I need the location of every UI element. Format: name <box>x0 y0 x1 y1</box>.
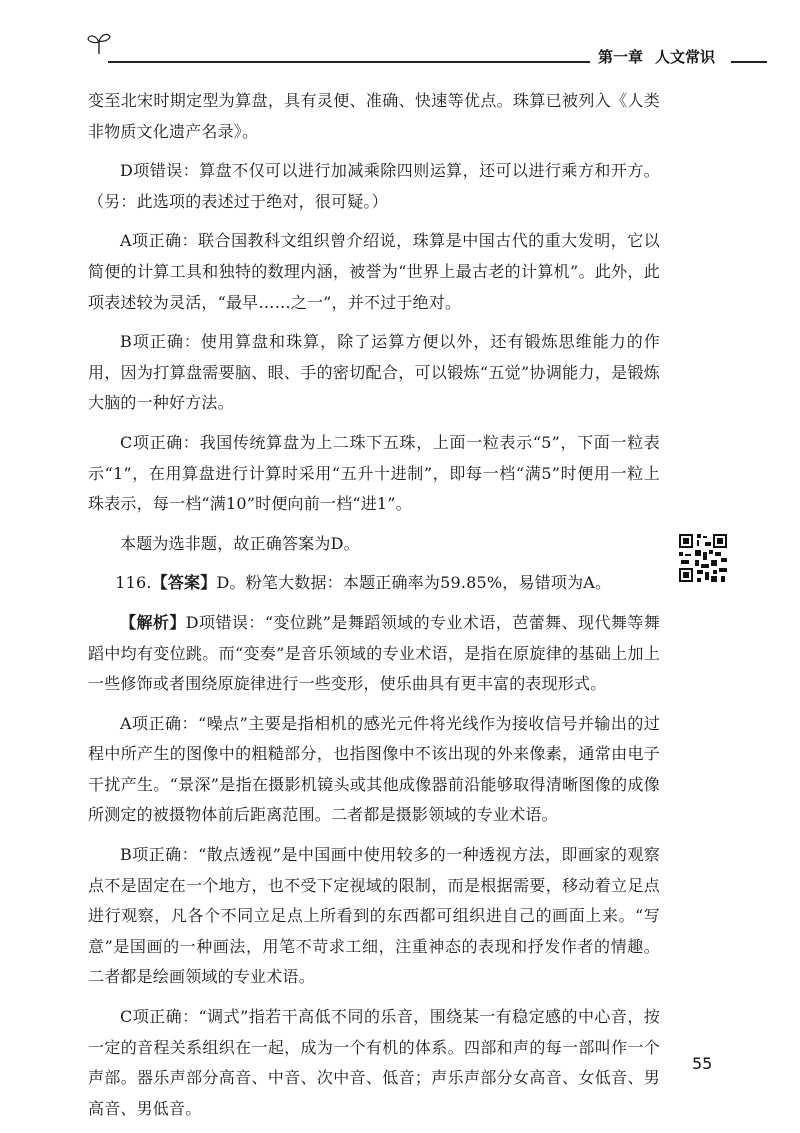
answer-label: 【答案】 <box>151 573 217 593</box>
answer-text: D。粉笔大数据：本题正确率为59.85%，易错项为A。 <box>216 573 612 593</box>
page-body <box>88 86 660 1133</box>
header-title <box>598 46 715 67</box>
header-rule <box>108 61 590 63</box>
paragraph: C项正确：“调式”指若干高低不同的乐音，围绕某一有稳定感的中心音，按一定的音程关系组织在一起，成为一个有机的体系。四部和声的每一部叫作一个声部。器乐声部分高音、中音、次中音、低音；声乐声部分女高音、女低音、男高音、男低音。 <box>88 1007 660 1118</box>
page-header <box>0 0 800 80</box>
page-number: 55 <box>692 1054 713 1073</box>
qr-code-icon <box>677 532 729 584</box>
analysis-label: 【解析】 <box>120 612 186 632</box>
analysis-text: D项错误：“变位跳”是舞蹈领域的专业术语，芭蕾舞、现代舞等舞蹈中均有变位跳。而“变奏”是音乐领域的专业术语，是指在原旋律的基础上加上一些修饰或者围绕原旋律进行一些变形，使乐曲具有更丰富的表现形式。 <box>88 612 660 694</box>
paragraph: A项正确：联合国教科文组织曾介绍说，珠算是中国古代的重大发明，它以简便的计算工具和独特的数理内涵，被誉为“世界上最古老的计算机”。此外，此项表述较为灵活，“最早……之一”，并不过于绝对。 <box>88 231 660 312</box>
paragraph: B项正确：使用算盘和珠算，除了运算方便以外，还有锻炼思维能力的作用，因为打算盘需要脑、眼、手的密切配合，可以锻炼“五觉”协调能力，是锻炼大脑的一种好方法。 <box>88 332 660 413</box>
sprout-icon <box>86 30 112 60</box>
paragraph: D项错误：算盘不仅可以进行加减乘除四则运算，还可以进行乘方和开方。（另：此选项的表述过于绝对，很可疑。） <box>88 161 660 211</box>
paragraph: A项正确：“噪点”主要是指相机的感光元件将光线作为接收信号并输出的过程中所产生的图像中的粗糙部分，也指图像中不该出现的外来像素，通常由电子干扰产生。“景深”是指在摄影机镜头或其他成像器前沿能够取得清晰图像的成像所测定的被摄物体前后距离范围。二者都是摄影领域的专业术语。 <box>88 713 660 825</box>
chapter-label: 第一章 <box>598 48 644 66</box>
paragraph: B项正确：“散点透视”是中国画中使用较多的一种透视方法，即画家的观察点不是固定在一个地方，也不受下定视域的限制，而是根据需要，移动着立足点进行观察，凡各个不同立足点上所看到的东西都可组织进自己的画面上来。“写意”是国画的一种画法，用笔不苛求工细，注重神态的表现和抒发作者的情趣。二者都是绘画领域的专业术语。 <box>88 845 660 987</box>
paragraph: 本题为选非题，故正确答案为D。 <box>120 533 360 553</box>
paragraph: C项正确：我国传统算盘为上二珠下五珠，上面一粒表示“5”，下面一粒表示“1”，在用算盘进行计算时采用“五升十进制”，即每一档“满5”时便用一粒上珠表示，每一档“满10”时便向前一档“进1”。 <box>88 432 660 514</box>
chapter-title: 人文常识 <box>655 48 716 66</box>
header-rule <box>731 61 767 63</box>
paragraph: 变至北宋时期定型为算盘，具有灵便、准确、快速等优点。珠算已被列入《人类非物质文化遗产名录》。 <box>88 91 660 141</box>
question-number: 116. <box>115 573 152 593</box>
analysis-paragraph <box>88 608 660 700</box>
answer-line <box>88 568 660 599</box>
